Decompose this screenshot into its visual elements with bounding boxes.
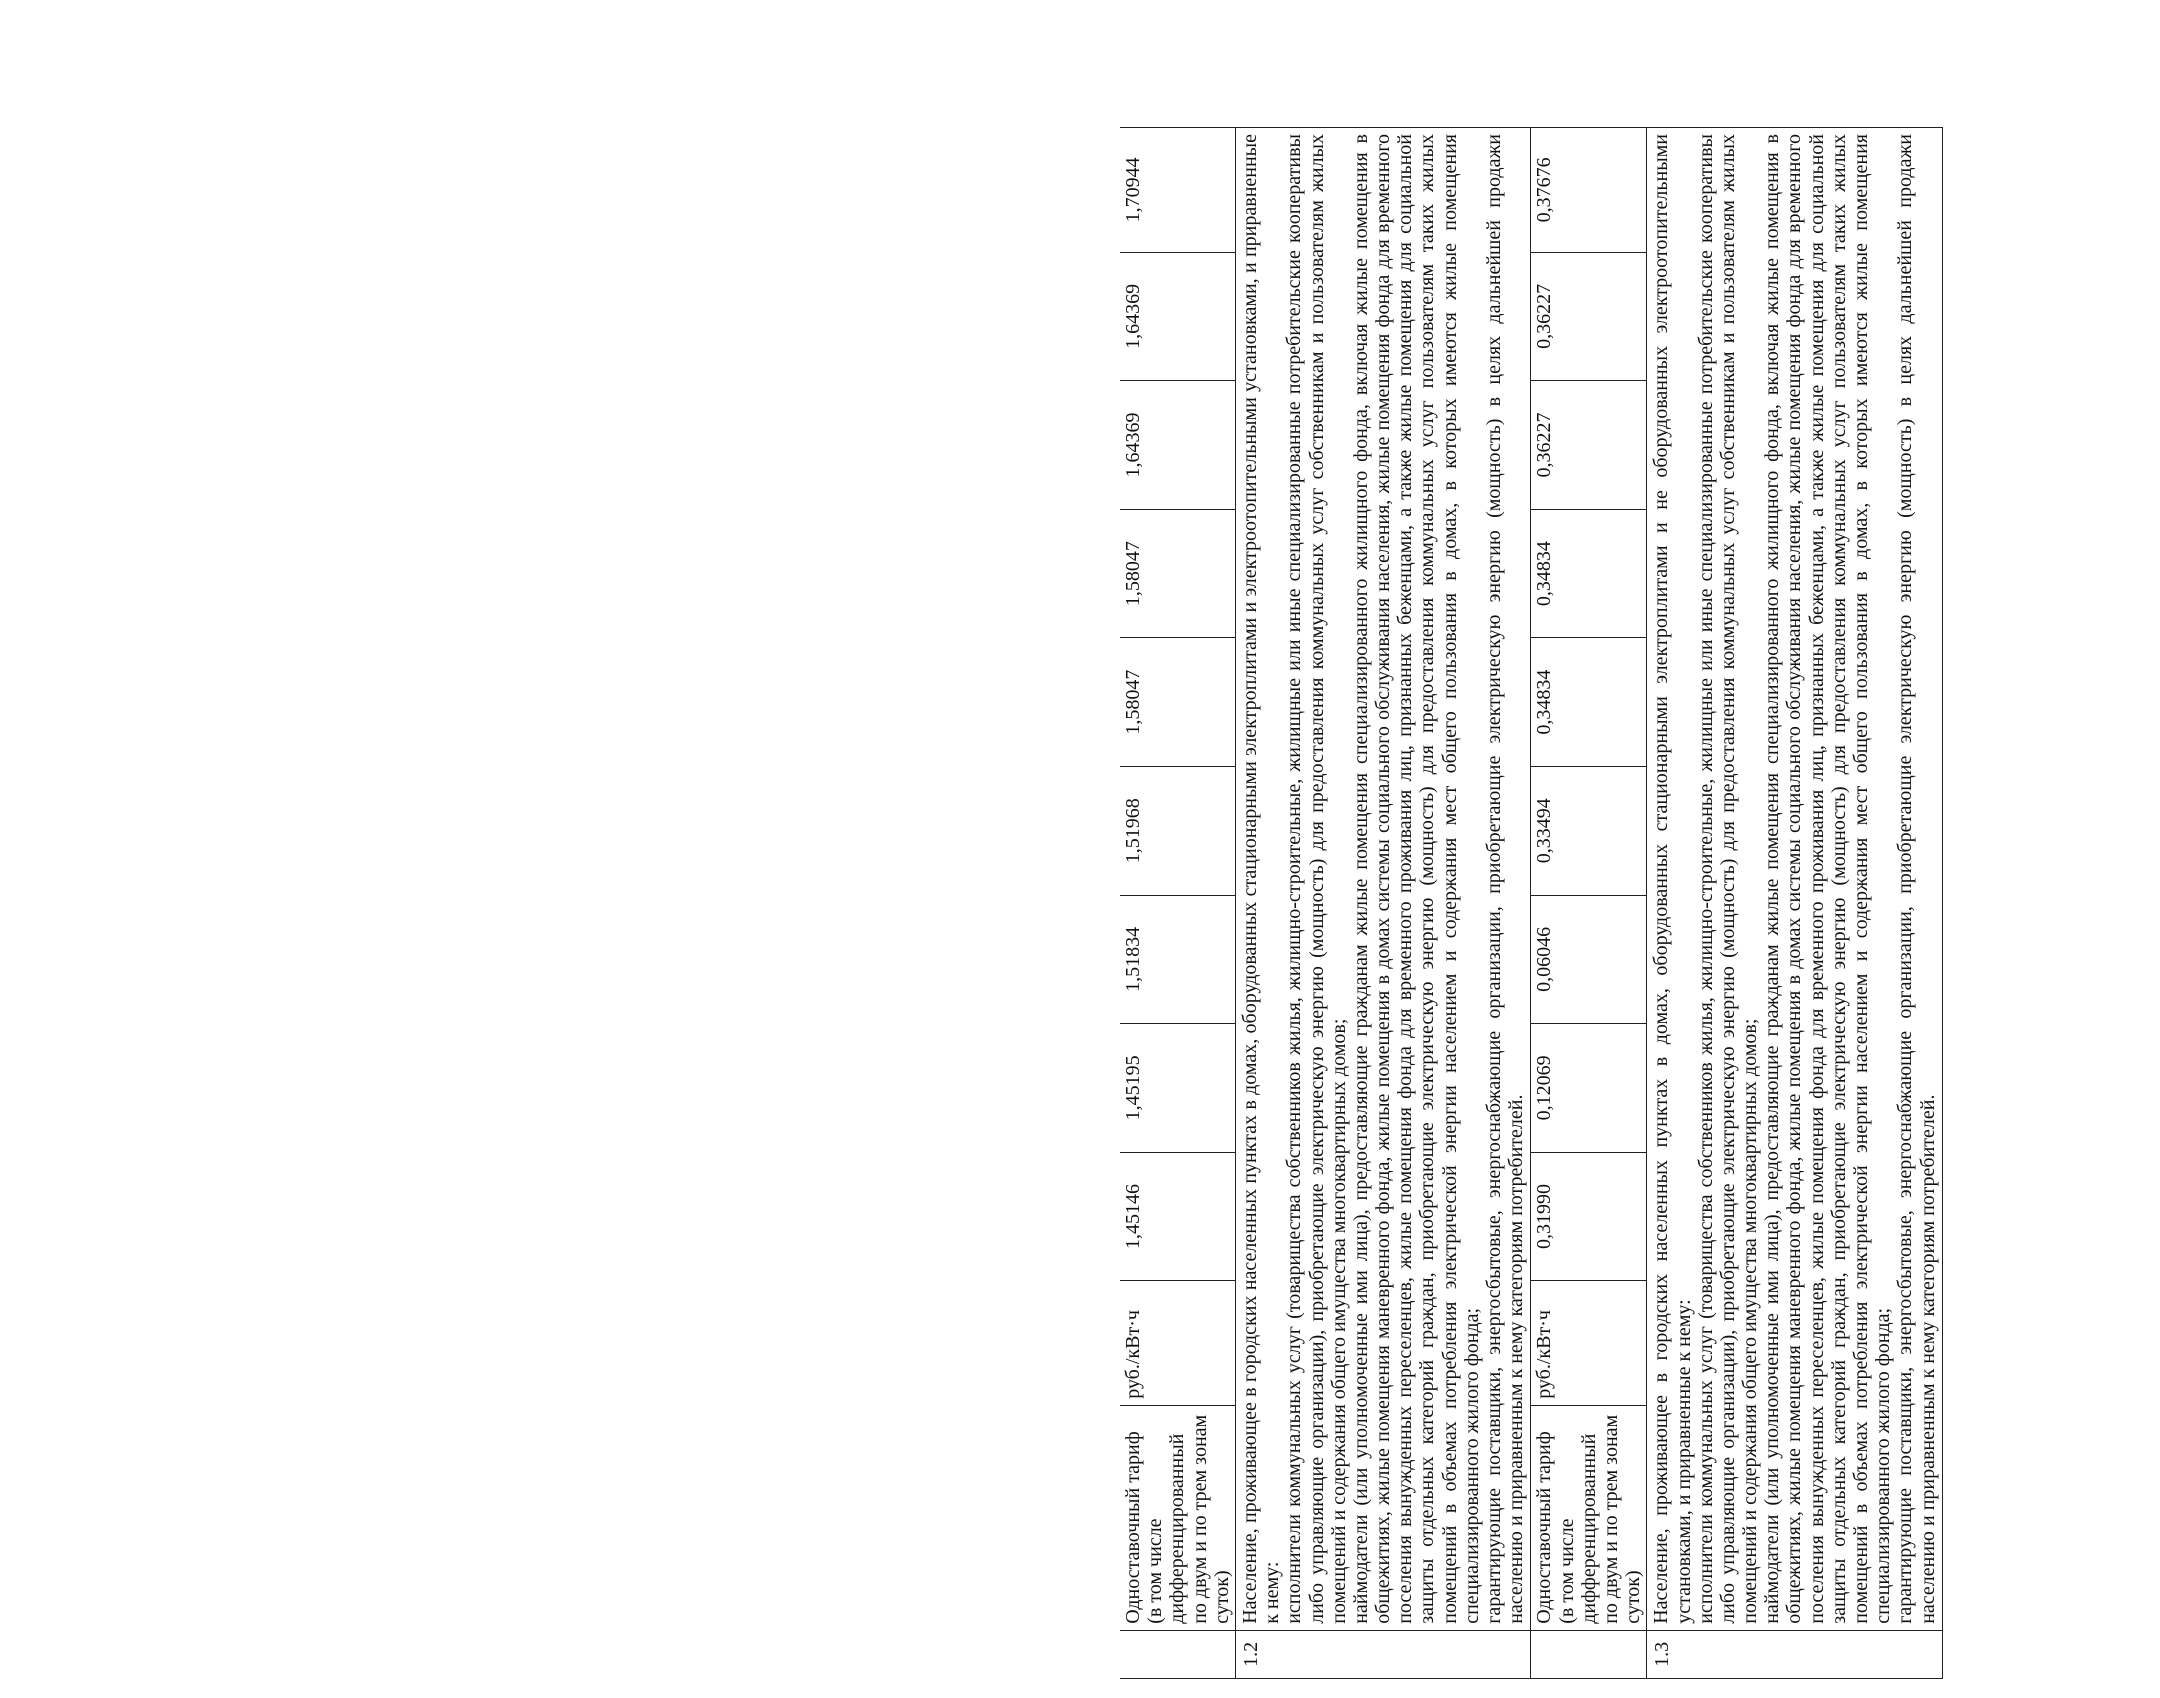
value-cell: 0,36227	[1531, 381, 1647, 510]
description-paragraph: Население, проживающее в городских населенных пунктах в домах, оборудованных стационарными электроплитами и не оборудованных электроотопительными установками, и приравненные к нему:	[1650, 134, 1695, 1624]
index-cell	[1120, 1630, 1235, 1678]
group-row	[1235, 128, 1530, 1679]
description-paragraph: гарантирующие поставщики, энергосбытовые, энергоснабжающие организации, приобретающие электрическую энергию (мощность) в целях дальнейшей продажи населению и приравненным к нему категориям потребителей.	[1483, 134, 1528, 1624]
rotated-sheet	[1120, 127, 2160, 1679]
description-paragraph: исполнители коммунальных услуг (товарищества собственников жилья, жилищно-строительные, жилищные или иные специализированные потребительские кооперативы либо управляющие организации), приобретающие электрическую энергию (мощность) для предоставления коммунальных услуг собственникам и пользователям жилых помещений и содержания общего имущества многоквартирных домов;	[1694, 134, 1762, 1624]
value-cell: 1,64369	[1120, 381, 1235, 510]
value-cell: 0,31990	[1531, 1152, 1647, 1281]
value-cell: 1,70944	[1120, 128, 1235, 253]
description-paragraph: Население, проживающее в городских населенных пунктах в домах, оборудованных стационарными электроплитами и электроотопительными установками, и приравненные к нему:	[1238, 134, 1284, 1624]
value-cell: 0,12069	[1531, 1024, 1647, 1153]
value-cell: 1,45195	[1120, 1024, 1235, 1153]
value-cell: 1,45146	[1120, 1152, 1235, 1281]
group-description	[1235, 128, 1530, 1631]
tariff-row	[1120, 128, 1235, 1679]
value-cell: 0,37676	[1531, 128, 1647, 253]
value-cell: 1,51834	[1120, 895, 1235, 1024]
value-cell: 1,58047	[1120, 638, 1235, 767]
value-cell: 0,36227	[1531, 252, 1647, 381]
unit-cell: руб./кВт·ч	[1531, 1281, 1647, 1406]
value-cell: 1,64369	[1120, 252, 1235, 381]
tariff-row	[1531, 128, 1647, 1679]
description-paragraph: исполнители коммунальных услуг (товарищества собственников жилья, жилищно-строительные, жилищные или иные специализированные потребительские кооперативы либо управляющие организации), приобретающие электрическую энергию (мощность) для предоставления коммунальных услуг собственникам и пользователям жилых помещений и содержания общего имущества многоквартирных домов;	[1283, 134, 1350, 1624]
group-index: 1.3	[1647, 1630, 1942, 1678]
value-cell: 1,58047	[1120, 509, 1235, 638]
value-cell: 0,34834	[1531, 638, 1647, 767]
description-paragraph: гарантирующие поставщики, энергосбытовые, энергоснабжающие организации, приобретающие электрическую энергию (мощность) в целях дальнейшей продажи населению и приравненным к нему категориям потребителей.	[1894, 134, 1939, 1624]
tariff-table	[1120, 127, 1943, 1679]
value-cell: 0,06046	[1531, 895, 1647, 1024]
tariff-label: Одноставочный тариф (в том числе дифференцированный по двум и по трем зонам суток)	[1531, 1405, 1647, 1630]
unit-cell: руб./кВт·ч	[1120, 1281, 1235, 1406]
value-cell: 1,51968	[1120, 766, 1235, 895]
tariff-label: Одноставочный тариф (в том числе дифференцированный по двум и по трем зонам суток)	[1120, 1405, 1235, 1630]
description-paragraph: наймодатели (или уполномоченные ими лица), предоставляющие гражданам жилые помещения специализированного жилищного фонда, включая жилые помещения в общежитиях, жилые помещения маневренного фонда, жилые помещения в домах системы социального обслуживания населения, жилые помещения фонда для временного поселения вынужденных переселенцев, жилые помещения фонда для временного проживания лиц, признанных беженцами, а также жилые помещения для социальной защиты отдельных категорий граждан, приобретающие электрическую энергию (мощность) для предоставления коммунальных услуг пользователям таких жилых помещений в объемах потребления электрической энергии населением и содержания мест общего пользования в домах, в которых имеются жилые помещения специализированного жилого фонда;	[1349, 134, 1483, 1624]
description-paragraph: наймодатели (или уполномоченные ими лица), предоставляющие гражданам жилые помещения специализированного жилищного фонда, включая жилые помещения в общежитиях, жилые помещения маневренного фонда, жилые помещения в домах системы социального обслуживания населения, жилые помещения фонда для временного поселения вынужденных переселенцев, жилые помещения фонда для временного проживания лиц, признанных беженцами, а также жилые помещения для социальной защиты отдельных категорий граждан, приобретающие электрическую энергию (мощность) для предоставления коммунальных услуг пользователям таких жилых помещений в объемах потребления электрической энергии населением и содержания мест общего пользования в домах, в которых имеются жилые помещения специализированного жилого фонда;	[1761, 134, 1895, 1624]
group-index: 1.2	[1235, 1630, 1530, 1678]
value-cell: 0,33494	[1531, 766, 1647, 895]
group-description	[1647, 128, 1942, 1631]
value-cell: 0,34834	[1531, 509, 1647, 638]
group-row	[1647, 128, 1942, 1679]
index-cell	[1531, 1630, 1647, 1678]
